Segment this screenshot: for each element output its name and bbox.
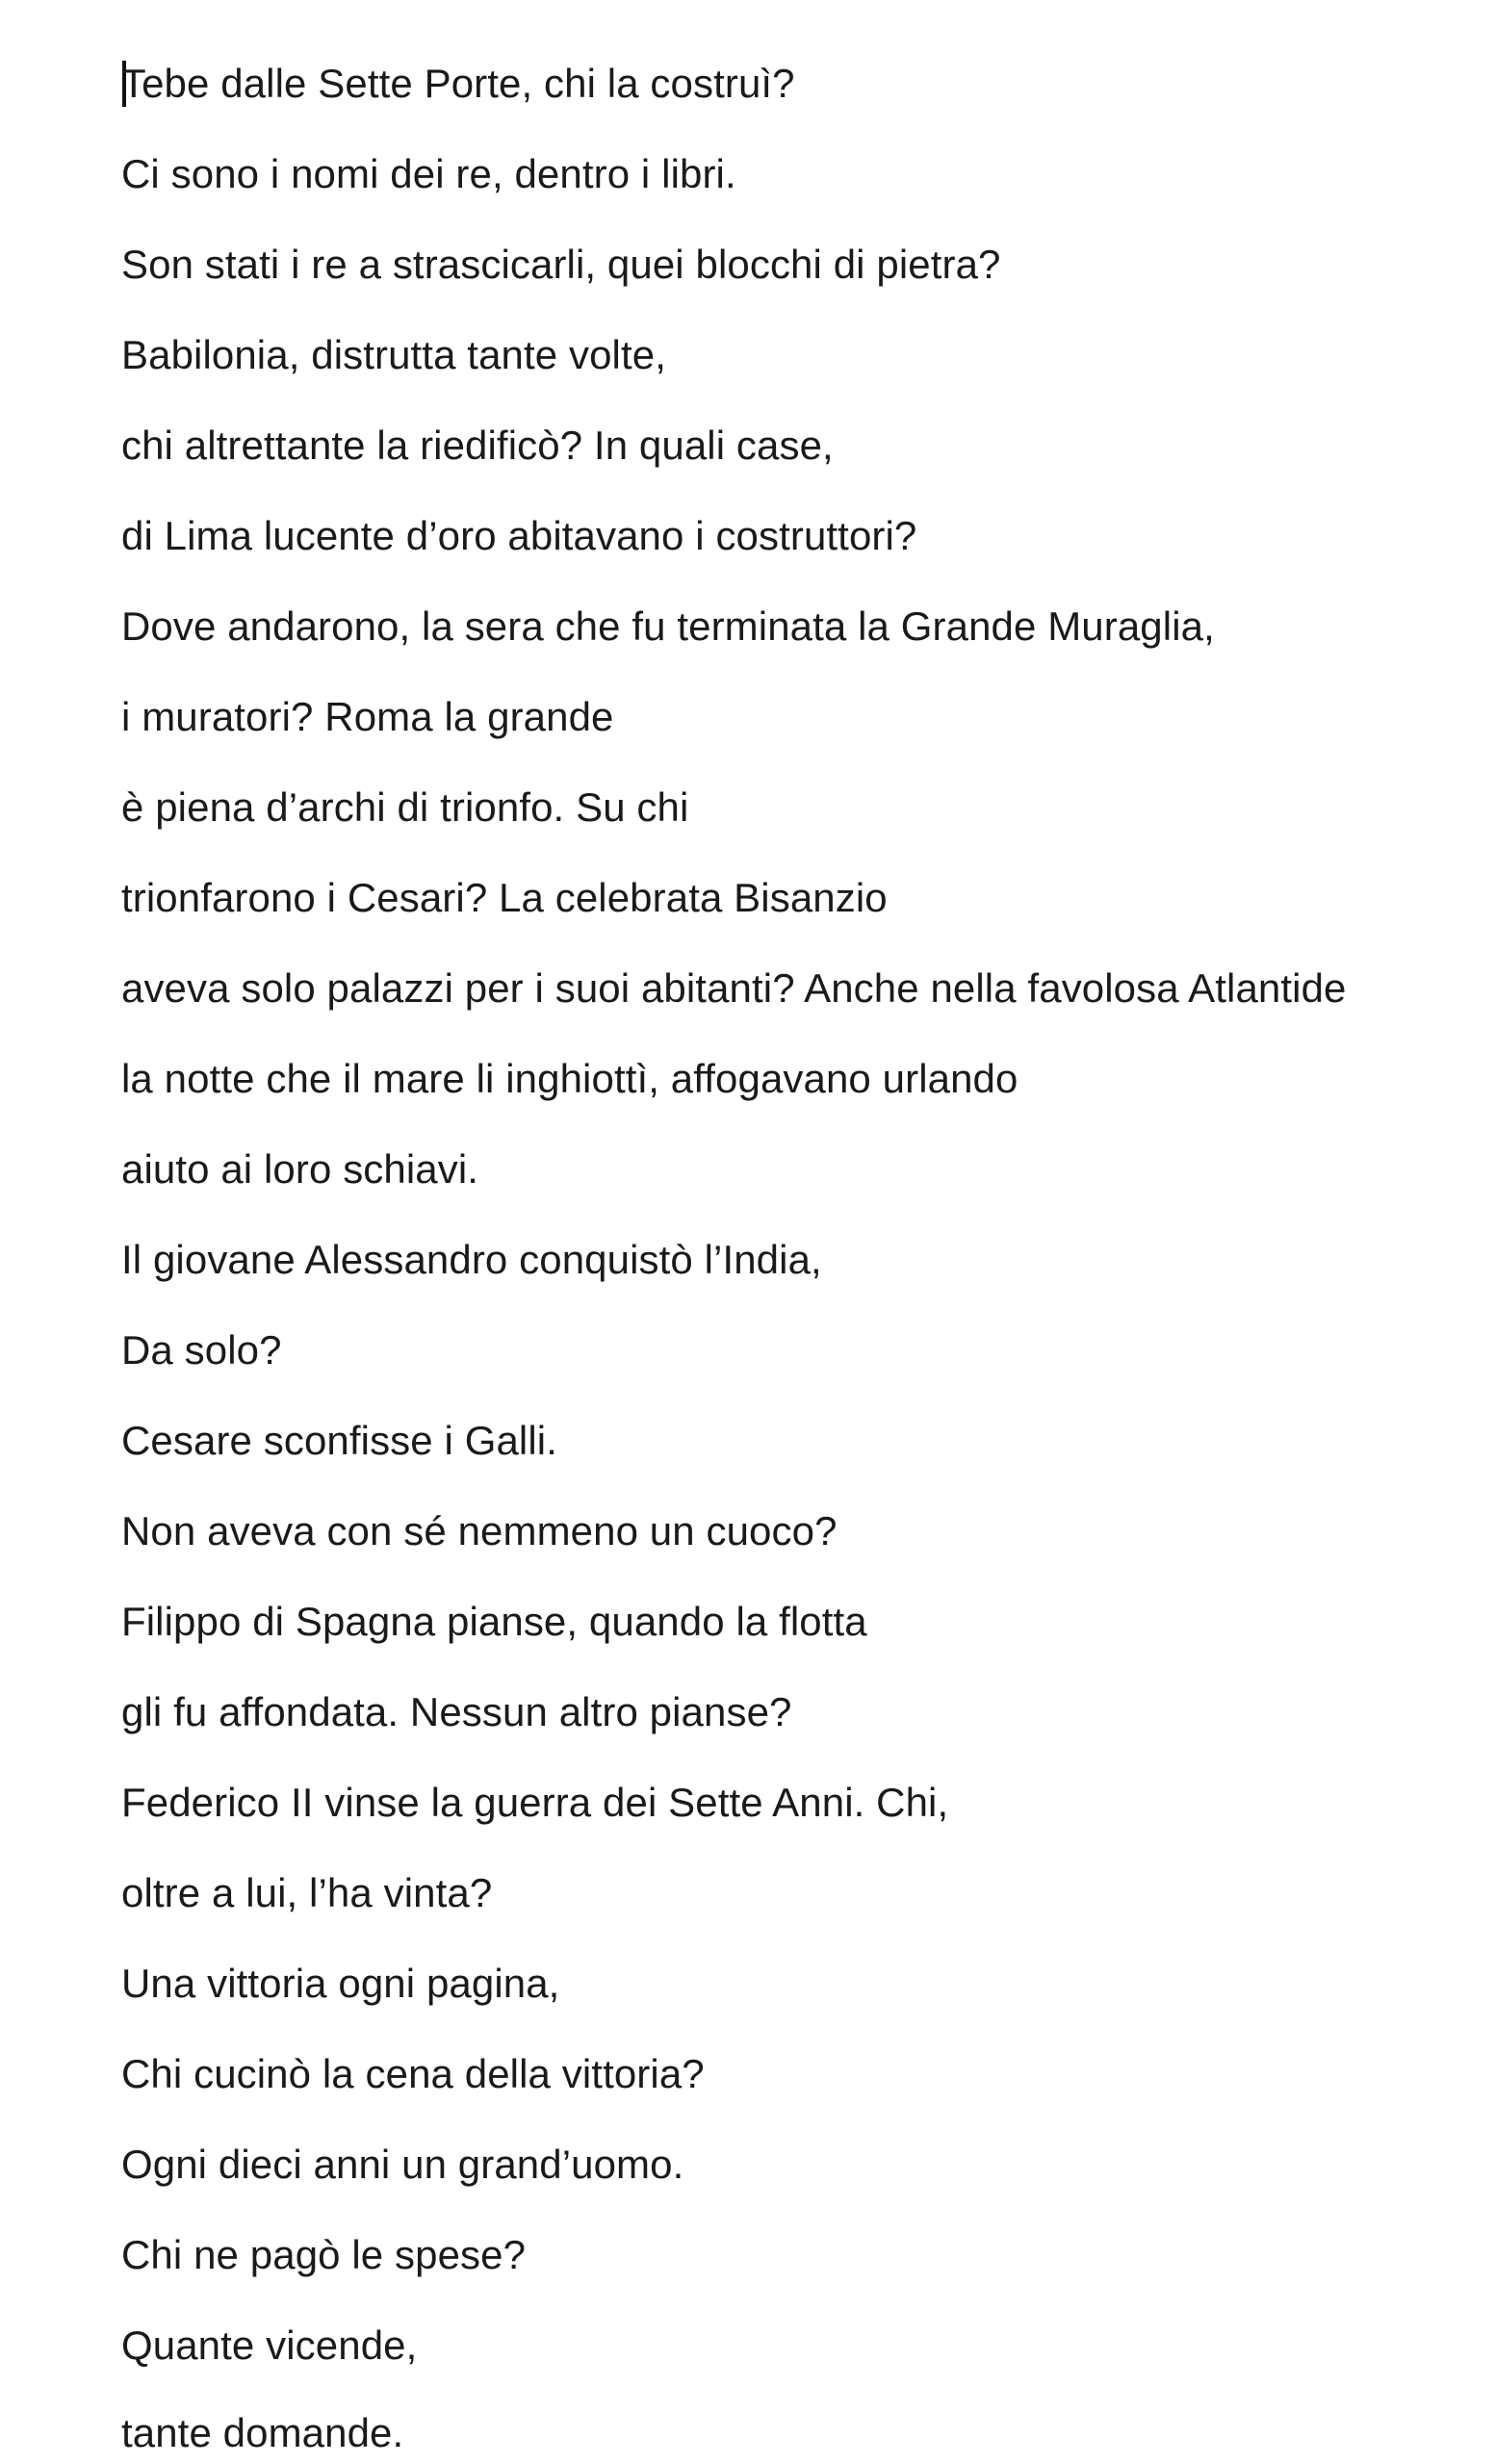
poem-line: Chi ne pagò le spese? [121, 2232, 527, 2277]
poem-line: Il giovane Alessandro conquistò l’India, [121, 1237, 822, 1282]
poem-line: Cesare sconfisse i Galli. [121, 1418, 557, 1463]
poem-line: di Lima lucente d’oro abitavano i costruttori? [121, 513, 917, 558]
poem-line: Chi cucinò la cena della vittoria? [121, 2051, 705, 2096]
poem-line: Tebe dalle Sette Porte, chi la costruì? [121, 61, 795, 106]
poem-line: Ogni dieci anni un grand’uomo. [121, 2142, 684, 2187]
poem-line: la notte che il mare li inghiottì, affogavano urlando [121, 1056, 1018, 1101]
poem-line: Federico II vinse la guerra dei Sette Anni. Chi, [121, 1780, 949, 1825]
poem-line: i muratori? Roma la grande [121, 694, 614, 739]
poem-line: Da solo? [121, 1327, 282, 1373]
poem-line: tante domande. [121, 2410, 404, 2455]
poem-line: chi altrettante la riedificò? In quali case, [121, 423, 834, 468]
poem-line: trionfarono i Cesari? La celebrata Bisanzio [121, 875, 888, 920]
poem-line: è piena d’archi di trionfo. Su chi [121, 784, 689, 830]
poem-line: Non aveva con sé nemmeno un cuoco? [121, 1508, 838, 1553]
poem-line: oltre a lui, l’ha vinta? [121, 1870, 493, 1915]
poem-line: aveva solo palazzi per i suoi abitanti? Anche nella favolosa Atlantide [121, 965, 1347, 1011]
poem-line: Babilonia, distrutta tante volte, [121, 332, 666, 377]
poem-line: aiuto ai loro schiavi. [121, 1146, 479, 1192]
poem-line: Una vittoria ogni pagina, [121, 1961, 560, 2006]
poem-line: Filippo di Spagna pianse, quando la flotta [121, 1599, 867, 1644]
poem-line: Dove andarono, la sera che fu terminata la Grande Muraglia, [121, 603, 1215, 649]
poem-line: gli fu affondata. Nessun altro pianse? [121, 1689, 792, 1734]
poem-line: Quante vicende, [121, 2323, 418, 2368]
poem-line: Son stati i re a strascicarli, quei blocchi di pietra? [121, 242, 1001, 287]
poem-line: Ci sono i nomi dei re, dentro i libri. [121, 151, 736, 196]
